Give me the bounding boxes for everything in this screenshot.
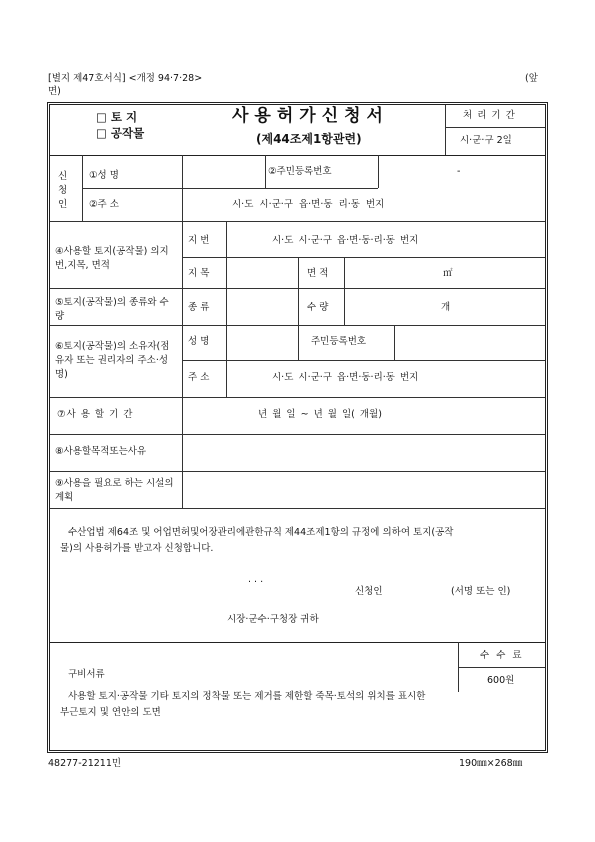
signature-field[interactable]: (서명 또는 인): [451, 586, 511, 597]
divider: [265, 155, 266, 188]
owner-reg-label: 주민등록번호: [311, 336, 367, 347]
page-side-label-cont: 면): [48, 86, 61, 97]
divider: [458, 667, 545, 668]
divider: [50, 471, 545, 472]
processing-period-value: 시·군·구 2일: [460, 135, 512, 146]
required-documents-line-1: 사용할 토지·공작물 기타 토지의 정착물 또는 제거를 제한할 죽목·토석의 위치를 표시한: [68, 691, 426, 702]
applicant-address-field[interactable]: 시·도 시·군·구 읍·면·동 리·동 번지: [232, 199, 385, 210]
divider: [50, 397, 545, 398]
checkbox-land[interactable]: □ 토 지: [96, 110, 138, 124]
period-field[interactable]: 년 월 일 ~ 년 월 일( 개월): [258, 409, 382, 420]
quantity-label: 수 량: [307, 302, 329, 313]
applicant-name-label: ①성 명: [89, 170, 119, 181]
divider: [226, 221, 227, 397]
divider: [182, 257, 545, 258]
form-title: 사용허가신청서: [232, 106, 389, 126]
application-date[interactable]: . . .: [248, 574, 264, 585]
checkbox-structure[interactable]: □ 공작물: [96, 126, 145, 140]
applicant-group-label: 신 청 인: [58, 171, 68, 210]
applicant-reg-label: ②주민등록번호: [268, 166, 332, 177]
owner-address-label: 주 소: [188, 372, 210, 383]
purpose-label: ⑧사용할목적또는사유: [55, 446, 147, 457]
owner-name-label: 성 명: [188, 336, 210, 347]
applicant-signature-label: 신청인: [355, 586, 383, 597]
divider: [445, 105, 446, 155]
divider: [458, 642, 459, 692]
applicant-reg-field[interactable]: -: [457, 166, 461, 177]
divider: [344, 257, 345, 325]
page-side-label: (앞: [525, 73, 538, 84]
declaration-line-2: 물)의 사용허가를 받고자 신청합니다.: [60, 543, 214, 554]
divider: [82, 188, 378, 189]
form-code: 48277-21211민: [48, 758, 122, 769]
facility-plan-label: ⑨사용을 필요로 하는 시설의 계획: [55, 478, 174, 503]
divider: [445, 127, 545, 128]
owner-section-label: ⑥토지(공작물)의 소유자(점유자 또는 권리자의 주소·성명): [55, 341, 170, 380]
owner-address-field[interactable]: 시·도 시·군·구 읍·면·동·리·동 번지: [272, 372, 419, 383]
addressee: 시장·군수·구청장 귀하: [227, 614, 319, 625]
paper-size: 190㎜×268㎜: [459, 758, 523, 769]
divider: [394, 325, 395, 360]
required-documents-label: 구비서류: [68, 669, 105, 680]
structure-type-label: 종 류: [188, 302, 210, 313]
quantity-unit[interactable]: 개: [441, 302, 451, 313]
structure-section-label: ⑤토지(공작물)의 종류와 수량: [55, 297, 169, 322]
divider: [298, 325, 299, 360]
divider: [298, 257, 299, 325]
lot-number-field[interactable]: 시·도 시·군·구 읍·면·동·리·동 번지: [272, 235, 419, 246]
applicant-name-field[interactable]: [188, 165, 262, 183]
land-section-label: ④사용할 토지(공작물) 의지번,지목, 면적: [55, 246, 169, 271]
divider: [182, 155, 183, 508]
required-documents-line-2: 부근토지 및 연안의 도면: [60, 707, 161, 718]
land-category-label: 지 목: [188, 268, 210, 279]
form-subtitle: (제44조제1항관련): [256, 132, 362, 146]
applicant-address-label: ②주 소: [89, 199, 119, 210]
divider: [182, 360, 545, 361]
fee-value: 600원: [487, 675, 515, 686]
period-label: ⑦사 용 할 기 간: [57, 409, 134, 420]
lot-number-label: 지 번: [188, 235, 210, 246]
divider: [50, 508, 545, 509]
divider: [50, 434, 545, 435]
area-label: 면 적: [307, 268, 329, 279]
divider: [50, 221, 545, 222]
fee-label: 수 수 료: [480, 650, 524, 661]
divider: [50, 155, 545, 156]
area-unit[interactable]: ㎡: [443, 268, 453, 279]
divider: [82, 155, 83, 221]
processing-period-label: 처 리 기 간: [463, 110, 516, 121]
declaration-line-1: 수산업법 제64조 및 어업면허및어장관리에관한규칙 제44조제1항의 규정에 의하여 토지(공작: [68, 527, 454, 538]
divider: [50, 642, 545, 643]
divider: [378, 155, 379, 188]
form-reference: [별지 제47호서식] <개정 94·7·28>: [48, 73, 203, 84]
